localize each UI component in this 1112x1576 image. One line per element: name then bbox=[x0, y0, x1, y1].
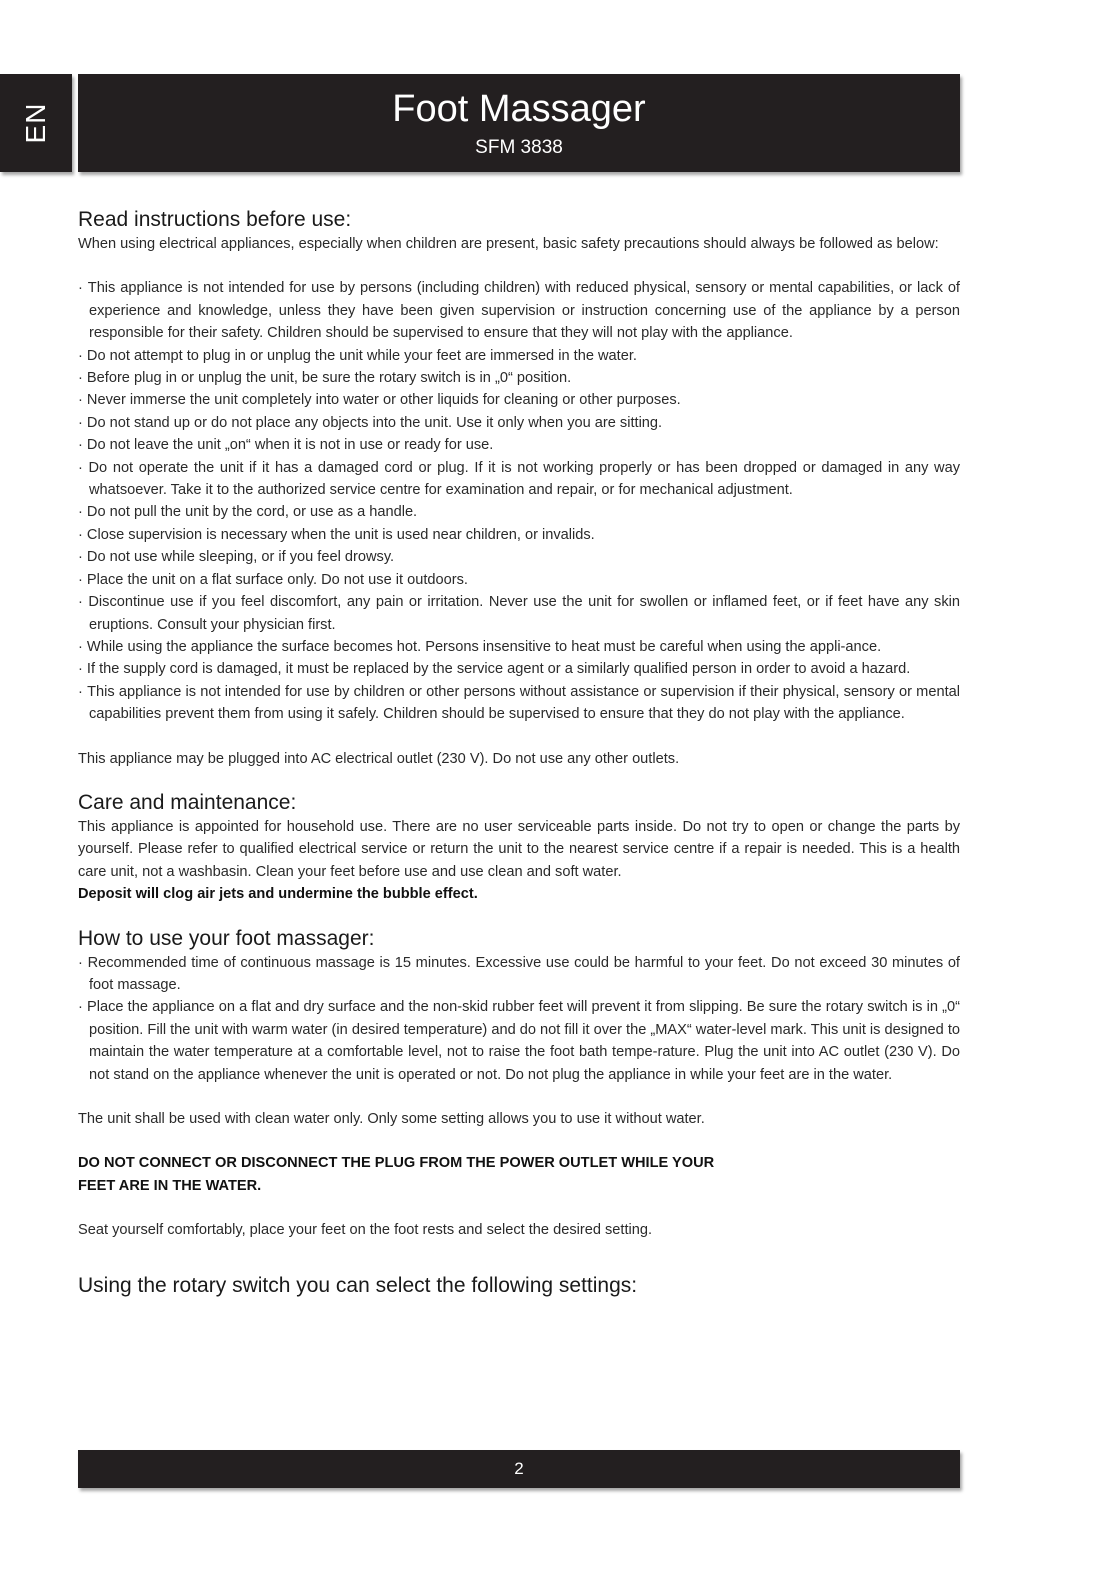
page-title: Foot Massager bbox=[392, 88, 646, 130]
list-item: · Do not pull the unit by the cord, or use as a handle. bbox=[78, 501, 960, 523]
list-item: · This appliance is not intended for use by children or other persons without assistance or supervision if their physical, sensory or mental capabilities prevent them from using it safely. Children should be supervised to ensure that they do not play with the appliance. bbox=[78, 681, 960, 726]
list-item: · Do not leave the unit „on“ when it is not in use or ready for use. bbox=[78, 434, 960, 456]
list-item: · This appliance is not intended for use by persons (including children) with reduced physical, sensory or mental capabilities, or lack of experience and knowledge, unless they have been given supervision or instruction concerning use of the appliance by a person responsible for their safety. Children should be supervised to ensure that they will not play with the appliance. bbox=[78, 277, 960, 344]
warning-line-2: FEET ARE IN THE WATER. bbox=[78, 1177, 262, 1194]
footer-bar bbox=[78, 1450, 960, 1488]
outlet-note: This appliance may be plugged into AC electrical outlet (230 V). Do not use any other outlets. bbox=[78, 750, 680, 767]
list-item: · Place the appliance on a flat and dry surface and the non-skid rubber feet will prevent it from slipping. Be sure the rotary switch is in „0“ position. Fill the unit with warm water (in desired temperature) and do not fill it over the „MAX“ water-level mark. This unit is designed to maintain the water temperature at a comfortable level, not to raise the foot bath tempe-rature. Plug the unit into AC outlet (230 V). Do not stand on the appliance whenever the unit is operated or not. Do not plug the appliance in while your feet are in the water. bbox=[78, 996, 960, 1086]
care-section bbox=[78, 790, 960, 906]
language-label: EN bbox=[20, 102, 51, 144]
model-number: SFM 3838 bbox=[475, 137, 563, 158]
spacer bbox=[78, 255, 960, 277]
list-item: · Do not stand up or do not place any objects into the unit. Use it only when you are sitting. bbox=[78, 412, 960, 434]
spacer bbox=[78, 1086, 960, 1108]
list-item: · If the supply cord is damaged, it must be replaced by the service agent or a similarly qualified person in order to avoid a hazard. bbox=[78, 658, 960, 680]
read-instructions-heading: Read instructions before use: bbox=[78, 208, 352, 231]
page-number: 2 bbox=[514, 1459, 524, 1478]
spacer bbox=[78, 1130, 960, 1152]
care-text: This appliance is appointed for household use. There are no user serviceable parts inside. Do not try to open or change the parts by yourself. Please refer to qualified electrical service or return the unit to the nearest service centre if a repair is needed. This is a health care unit, not a washbasin. Clean your feet before use and use clean and soft water. bbox=[78, 818, 960, 880]
rotary-heading: Using the rotary switch you can select the following settings: bbox=[78, 1273, 638, 1297]
howto-bullet-list bbox=[78, 952, 960, 1086]
list-item: · Do not attempt to plug in or unplug the unit while your feet are immersed in the water. bbox=[78, 345, 960, 367]
list-item: · Never immerse the unit completely into water or other liquids for cleaning or other purposes. bbox=[78, 389, 960, 411]
spacer bbox=[78, 906, 960, 926]
howto-heading: How to use your foot massager: bbox=[78, 926, 375, 950]
spacer bbox=[78, 770, 960, 790]
rotary-section bbox=[78, 1273, 960, 1299]
spacer bbox=[78, 1242, 960, 1273]
list-item: · Do not use while sleeping, or if you feel drowsy. bbox=[78, 546, 960, 568]
main-content bbox=[78, 207, 960, 1299]
list-item: · While using the appliance the surface becomes hot. Persons insensitive to heat must be careful when using the appli-ance. bbox=[78, 636, 960, 658]
spacer bbox=[78, 726, 960, 748]
spacer bbox=[78, 1197, 960, 1219]
safety-bullet-list bbox=[78, 277, 960, 725]
list-item: · Close supervision is necessary when the unit is used near children, or invalids. bbox=[78, 524, 960, 546]
list-item: · Place the unit on a flat surface only. Do not use it outdoors. bbox=[78, 569, 960, 591]
header-bar bbox=[78, 74, 960, 172]
read-instructions-intro: When using electrical appliances, especially when children are present, basic safety precautions should always be followed as below: bbox=[78, 236, 939, 252]
howto-section bbox=[78, 926, 960, 1242]
list-item: · Recommended time of continuous massage is 15 minutes. Excessive use could be harmful to your feet. Do not exceed 30 minutes of foot massage. bbox=[78, 952, 960, 997]
care-heading: Care and maintenance: bbox=[78, 790, 297, 814]
list-item: · Before plug in or unplug the unit, be sure the rotary switch is in „0“ position. bbox=[78, 367, 960, 389]
list-item: · Do not operate the unit if it has a damaged cord or plug. If it is not working properly or has been dropped or damaged in any way whatsoever. Take it to the authorized service centre for examination and repair, or for mechanical adjustment. bbox=[78, 457, 960, 502]
language-tab bbox=[0, 74, 72, 172]
list-item: · Discontinue use if you feel discomfort, any pain or irritation. Never use the unit for swollen or inflamed feet, or if feet have any skin eruptions. Consult your physician first. bbox=[78, 591, 960, 636]
warning-line-1: DO NOT CONNECT OR DISCONNECT THE PLUG FROM THE POWER OUTLET WHILE YOUR bbox=[78, 1155, 715, 1172]
seat-note: Seat yourself comfortably, place your feet on the foot rests and select the desired setting. bbox=[78, 1222, 653, 1239]
care-bold-note: Deposit will clog air jets and undermine the bubble effect. bbox=[78, 886, 478, 903]
read-instructions-section bbox=[78, 207, 960, 770]
clean-water-note: The unit shall be used with clean water only. Only some setting allows you to use it without water. bbox=[78, 1111, 705, 1127]
